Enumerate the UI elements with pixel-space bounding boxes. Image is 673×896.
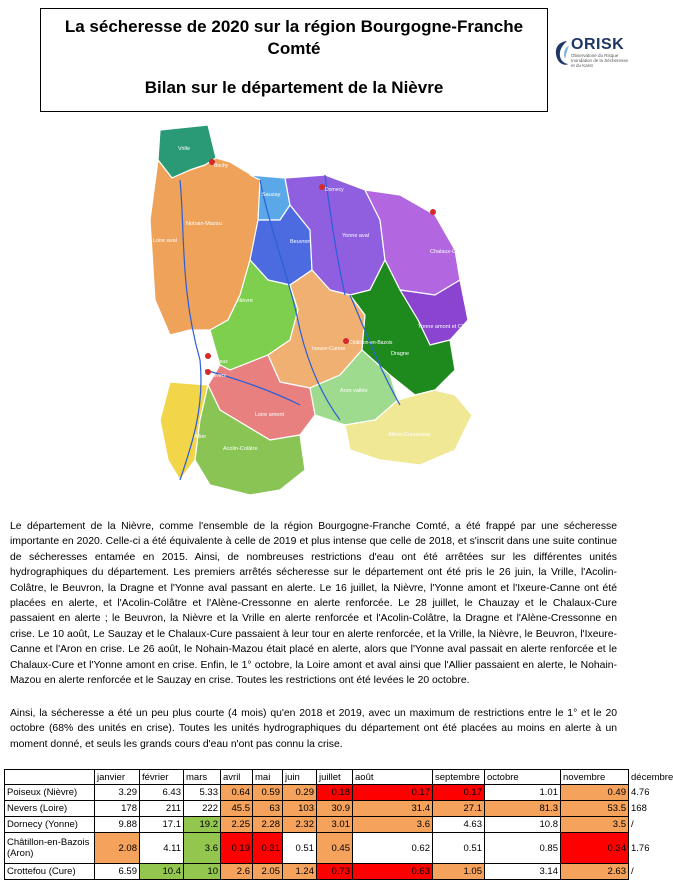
flow-value-cell: 0.18: [317, 785, 353, 801]
flow-value-cell: 178: [95, 801, 140, 817]
table-row: Châtillon-en-Bazois (Aron) 2.08 4.11 3.6 0.19 0.31 0.51 0.45 0.62 0.51 0.85 0.34 1.76: [5, 833, 629, 864]
flow-value-cell: 0.17: [353, 785, 433, 801]
flow-value-cell: 30.9: [317, 801, 353, 817]
flow-value-cell: 3.01: [317, 817, 353, 833]
flow-value-cell: 4.63: [433, 817, 485, 833]
flow-value-cell: 1.01: [485, 785, 561, 801]
table-body: [5, 785, 650, 880]
flow-value-cell: 10.4: [140, 864, 184, 880]
station-name-cell: Châtillon-en-Bazois (Aron): [5, 833, 95, 864]
logo-tagline: Observatoire du Risque Inondation de la Sécheresse et du Karst: [571, 53, 629, 68]
flow-value-cell: 211: [140, 801, 184, 817]
flow-value-cell: 2.05: [253, 864, 283, 880]
orisk-logo: [553, 36, 631, 74]
flow-value-cell: 17.1: [140, 817, 184, 833]
flow-value-cell: 0.59: [253, 785, 283, 801]
flow-value-cell: 3.6: [353, 817, 433, 833]
flow-value-cell: 2.08: [95, 833, 140, 864]
map-label-alene: Alène-Cressonne: [388, 432, 431, 438]
flow-value-cell: 3.5: [561, 817, 629, 833]
map-label-aron: Aron vallée: [340, 388, 368, 394]
table-row: Crottefou (Cure) 6.59 10.4 10 2.6 2.05 1.24 0.73 0.63 1.05 3.14 2.63 /: [5, 864, 629, 880]
flow-value-cell: 2.63: [561, 864, 629, 880]
flow-value-cell: 9.88: [95, 817, 140, 833]
flow-value-cell: 19.2: [184, 817, 221, 833]
flow-value-cell: 10.8: [485, 817, 561, 833]
column-header: août: [353, 770, 433, 785]
flow-value-cell: 2.25: [221, 817, 253, 833]
flow-value-cell: 3.14: [485, 864, 561, 880]
flow-value-cell: 0.51: [283, 833, 317, 864]
station-name-cell: Crottefou (Cure): [5, 864, 95, 880]
table-header-row: janvier février mars avril mai juin juillet août septembre octobre novembre décembre: [5, 770, 629, 785]
flow-value-cell: 27.1: [433, 801, 485, 817]
conclusion-paragraph: Ainsi, la sécheresse a été un peu plus courte (4 mois) qu'en 2018 et 2019, avec un maximum de restrictions entre le 1° et le 20 octobre (68% des unités en crise). Toutes les unités hydrographiques du département ont été placées au moins en alerte à un moment donné, et seuls les grands cours d'eau n'ont pas connu la crise.: [10, 708, 617, 750]
flow-value-cell: 2.6: [221, 864, 253, 880]
column-header: février: [140, 770, 184, 785]
flow-value-cell: 0.64: [221, 785, 253, 801]
flow-value-cell: 31.4: [353, 801, 433, 817]
map-label-beuvron: Beuvron: [290, 239, 311, 245]
title-line-1: La sécheresse de 2020 sur la région Bourgogne-Franche: [64, 17, 524, 36]
table-row: Poiseux (Nièvre) 3.29 6.43 5.33 0.64 0.59 0.29 0.18 0.17 0.17 1.01 0.49 4.76: [5, 785, 629, 801]
flow-value-cell: 6.43: [140, 785, 184, 801]
station-name-cell: Dornecy (Yonne): [5, 817, 95, 833]
station-label-poiseux: Poiseux: [210, 359, 228, 365]
summary-paragraph: Le département de la Nièvre, comme l'ensemble de la région Bourgogne-Franche Comté, a été frappé par une sécheresse importante en 2020. Celle-ci a été équivalente à celle de 2019 et plus intense que celle de 2018, et s'inscrit dans une suite continue de sécheresses entamée en 2015. Ainsi, de nombreuses restrictions d'eau ont été arrêtées sur les différentes unités hydrographiques du département. Les premiers arrêtés sécheresse sur le département ont été pris le 26 juin, la Vrille, l'Acolin-Colâtre, le Beuvron, la Dragne et l'Yonne aval passant en alerte. Le 16 juillet, la Nièvre, l'Yonne amont et l'Ixeure-Canne ont été placées en alerte, et l'Acolin-Colâtre et l'Alène-Cressonne en alerte renforcée. Le 28 juillet, le Chauzay et le Chalaux-Cure passaient en alerte ; le Beuvron, la Nièvre et la Vrille en alerte renforcée et l'Acolin-Colâtre, la Dragne et l'Alène-Cressonne en crise. Le 10 août, Le Sauzay et le Chalaux-Cure passaient à leur tour en alerte renforcée, et la Vrille, la Nièvre, le Beuvron, l'Ixeure-Canne et l'Aron en crise. Le 26 août, le Nohain-Mazou était placé en alerte, alors que l'Yonne aval passait en alerte renforcée et le Chalaux-Cure et l'Yonne amont en crise. Enfin, le 1° octobre, la Loire amont et aval ainsi que l'Allier passaient en alerte, le Nohain-Mazou en alerte renforcée et le Sauzay en crise. Toutes les restrictions ont été levées le 20 octobre.: [10, 521, 617, 687]
column-header: septembre: [433, 770, 485, 785]
title-box: [40, 8, 548, 112]
column-header: mai: [253, 770, 283, 785]
flow-value-cell: 5.33: [184, 785, 221, 801]
map-label-ixeure: Ixeure-Canne: [312, 346, 346, 352]
flow-value-cell: 103: [283, 801, 317, 817]
station-label-dornecy: Dornecy: [325, 187, 344, 193]
flow-value-cell: 6.59: [95, 864, 140, 880]
column-header: novembre: [561, 770, 629, 785]
flow-value-cell: 10: [184, 864, 221, 880]
station-name-cell: Nevers (Loire): [5, 801, 95, 817]
flow-value-cell: 0.19: [221, 833, 253, 864]
map-label-yonne-aval: Yonne aval: [342, 233, 370, 239]
flow-value-cell: 45.5: [221, 801, 253, 817]
column-header: juillet: [317, 770, 353, 785]
map-label-chalaux: Chalaux-Cure: [430, 249, 464, 255]
page-subtitle: Bilan sur le département de la Nièvre: [144, 78, 444, 97]
flow-value-cell: 1.24: [283, 864, 317, 880]
title-line-2: Comté: [267, 39, 321, 58]
table-row: Dornecy (Yonne) 9.88 17.1 19.2 2.25 2.28 2.32 3.01 3.6 4.63 10.8 3.5 /: [5, 817, 629, 833]
column-header: janvier: [95, 770, 140, 785]
flow-value-cell: 0.51: [433, 833, 485, 864]
map-label-yonne-amont: Yonne amont et Chalaux: [418, 324, 479, 330]
map-label-dragne: Dragne: [391, 351, 410, 357]
flow-value-cell: 2.32: [283, 817, 317, 833]
flow-value-cell: 0.17: [433, 785, 485, 801]
flow-value-cell: 63: [253, 801, 283, 817]
flow-value-cell: 0.31: [253, 833, 283, 864]
flow-value-cell: 0.73: [317, 864, 353, 880]
table-row: Nevers (Loire) 178 211 222 45.5 63 103 30.9 31.4 27.1 81.3 53.5 168: [5, 801, 629, 817]
map-label-nievre: Nièvre: [237, 298, 253, 304]
nievre-hydro-map: [150, 120, 490, 510]
map-label-sauzay: Sauzay: [262, 192, 281, 198]
flow-value-cell: 3.6: [184, 833, 221, 864]
column-header: octobre: [485, 770, 561, 785]
flow-table: [4, 769, 673, 880]
map-label-acolin: Acolin-Colâtre: [223, 446, 258, 452]
flow-value-cell: 0.49: [561, 785, 629, 801]
flow-value-cell: 81.3: [485, 801, 561, 817]
map-label-loire-amont: Loire amont: [255, 412, 285, 418]
logo-wordmark: ORISK: [571, 36, 625, 53]
station-name-cell: Poiseux (Nièvre): [5, 785, 95, 801]
map-label-nohain: Nohain-Mazou: [186, 221, 222, 227]
swirl-icon: [553, 38, 571, 68]
flow-value-cell: 0.63: [353, 864, 433, 880]
map-label-loire-aval: Loire aval: [153, 238, 177, 244]
flow-value-cell: 2.28: [253, 817, 283, 833]
flow-value-cell: 1.05: [433, 864, 485, 880]
map-label-allier: Allier: [194, 434, 207, 440]
station-label-bouhy: Bouhy: [214, 163, 229, 169]
station-marker-crottefou: [430, 209, 436, 215]
station-label-nevers: Nevers: [210, 373, 226, 379]
flow-value-cell: 3.29: [95, 785, 140, 801]
flow-value-cell: 222: [184, 801, 221, 817]
flow-value-cell: 0.85: [485, 833, 561, 864]
column-header: juin: [283, 770, 317, 785]
flow-value-cell: 0.62: [353, 833, 433, 864]
flow-value-cell: 0.29: [283, 785, 317, 801]
flow-value-cell: 53.5: [561, 801, 629, 817]
flow-value-cell: 0.45: [317, 833, 353, 864]
station-label-crottefou: Crottefou: [418, 202, 439, 208]
table-corner: [5, 770, 95, 785]
map-label-vrille: Vrille: [178, 146, 191, 152]
column-header: mars: [184, 770, 221, 785]
flow-value-cell: 4.11: [140, 833, 184, 864]
station-label-chatillon: Châtillon-en-Bazois: [349, 340, 393, 346]
column-header: avril: [221, 770, 253, 785]
flow-value-cell: 0.34: [561, 833, 629, 864]
